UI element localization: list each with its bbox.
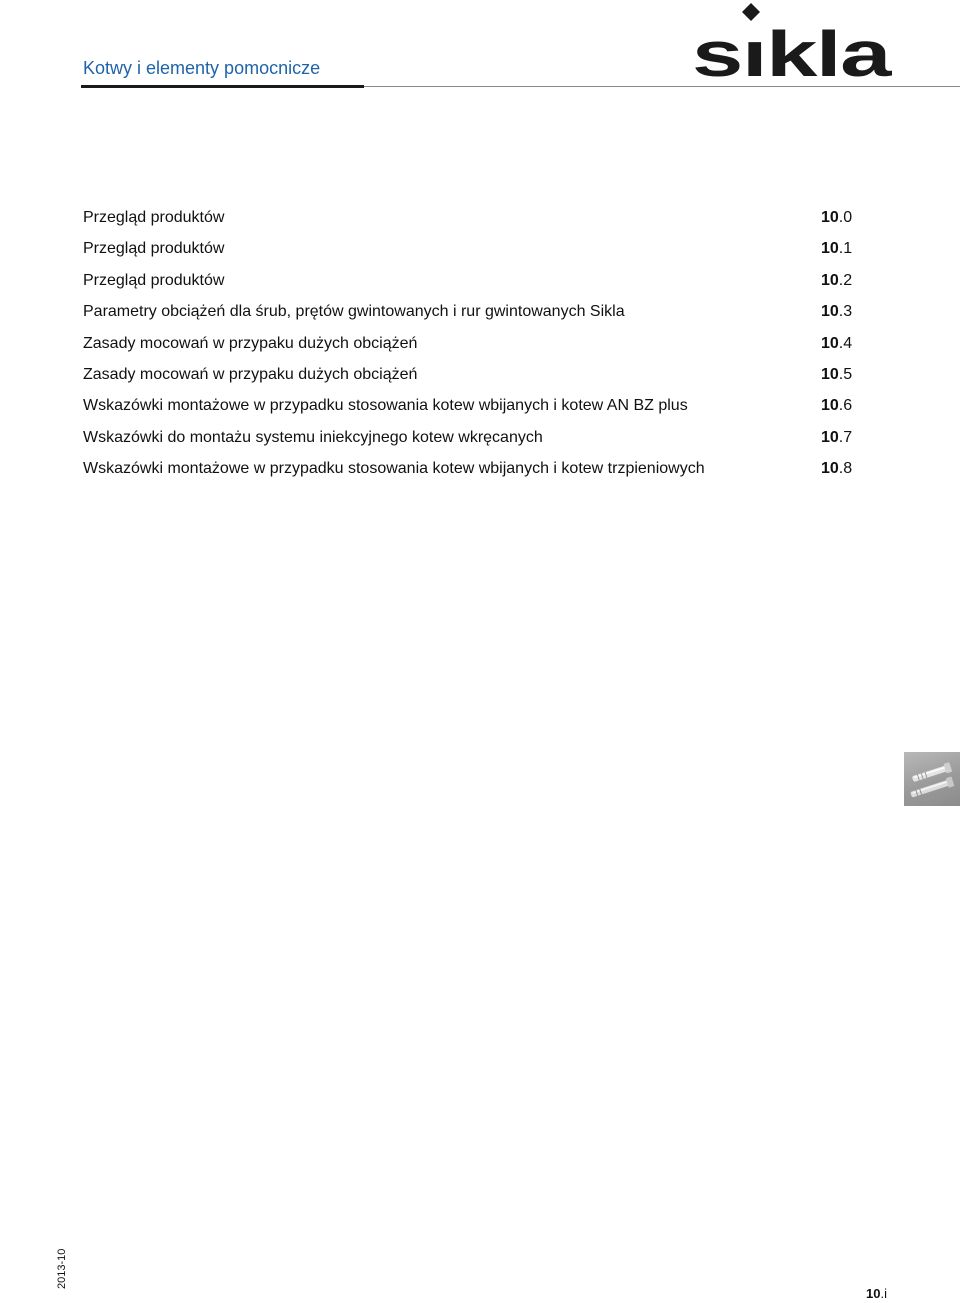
- toc-entry-title: Wskazówki montażowe w przypadku stosowania kotew wbijanych i kotew trzpieniowych: [83, 460, 705, 478]
- toc-entry-title: Wskazówki do montażu systemu iniekcyjnego kotew wkręcanych: [83, 428, 543, 446]
- page-number: [866, 1286, 887, 1302]
- toc-entry-page-number: [821, 207, 852, 229]
- toc-entry-title: Parametry obciążeń dla śrub, prętów gwintowanych i rur gwintowanych Sikla: [83, 303, 625, 321]
- toc-entry-subsection: .2: [838, 271, 853, 289]
- toc-entry-chapter: 10: [821, 460, 839, 478]
- toc-entry-page-number: [821, 270, 852, 292]
- toc-entry-page-number: [821, 333, 852, 355]
- toc-entry-subsection: .4: [838, 334, 853, 352]
- table-of-contents: [83, 207, 883, 490]
- toc-entry-chapter: 10: [821, 365, 839, 383]
- sikla-logo: [692, 0, 892, 80]
- header-divider-accent: [81, 85, 364, 88]
- toc-entry-subsection: .8: [838, 460, 853, 478]
- toc-entry-title: Przegląd produktów: [83, 209, 225, 226]
- toc-entry-page-number: [821, 364, 852, 386]
- page-number-sub: .i: [880, 1286, 887, 1301]
- toc-entry[interactable]: [83, 238, 883, 269]
- toc-entry[interactable]: [83, 458, 883, 489]
- toc-entry-subsection: .3: [838, 303, 853, 321]
- toc-entry-page-number: [821, 427, 852, 449]
- svg-text:sıkla: sıkla: [692, 18, 892, 80]
- toc-entry-title: Przegląd produktów: [83, 240, 225, 258]
- toc-entry-chapter: 10: [821, 428, 839, 446]
- toc-entry-subsection: .0: [838, 209, 853, 226]
- toc-entry-page-number: [821, 395, 852, 417]
- toc-entry-title: Przegląd produktów: [83, 271, 225, 289]
- toc-entry-title: Zasady mocowań w przypaku dużych obciążeń: [83, 365, 418, 383]
- toc-entry-chapter: 10: [821, 303, 839, 321]
- toc-entry[interactable]: [83, 301, 883, 332]
- toc-entry-page-number: [821, 301, 852, 323]
- toc-entry-chapter: 10: [821, 209, 839, 226]
- toc-entry-page-number: [821, 238, 852, 260]
- publication-date: 2013-10: [56, 1248, 68, 1289]
- page-number-chapter: 10: [866, 1286, 881, 1301]
- toc-entry-title: Zasady mocowań w przypaku dużych obciążeń: [83, 334, 418, 352]
- toc-entry[interactable]: [83, 333, 883, 364]
- toc-entry-page-number: [821, 458, 852, 480]
- toc-entry-title: Wskazówki montażowe w przypadku stosowania kotew wbijanych i kotew AN BZ plus: [83, 397, 688, 415]
- toc-entry-subsection: .5: [838, 365, 853, 383]
- toc-entry-subsection: .1: [838, 240, 853, 258]
- toc-entry-subsection: .6: [838, 397, 853, 415]
- toc-entry[interactable]: [83, 427, 883, 458]
- toc-entry[interactable]: [83, 395, 883, 426]
- toc-entry-chapter: 10: [821, 334, 839, 352]
- anchor-bolts-photo-icon: [904, 752, 960, 806]
- toc-entry-chapter: 10: [821, 271, 839, 289]
- toc-entry-chapter: 10: [821, 240, 839, 258]
- section-title: Kotwy i elementy pomocnicze: [83, 58, 321, 78]
- toc-entry[interactable]: [83, 207, 883, 238]
- toc-entry-chapter: 10: [821, 397, 839, 415]
- toc-entry[interactable]: [83, 364, 883, 395]
- toc-entry-subsection: .7: [838, 428, 853, 446]
- toc-entry[interactable]: [83, 270, 883, 301]
